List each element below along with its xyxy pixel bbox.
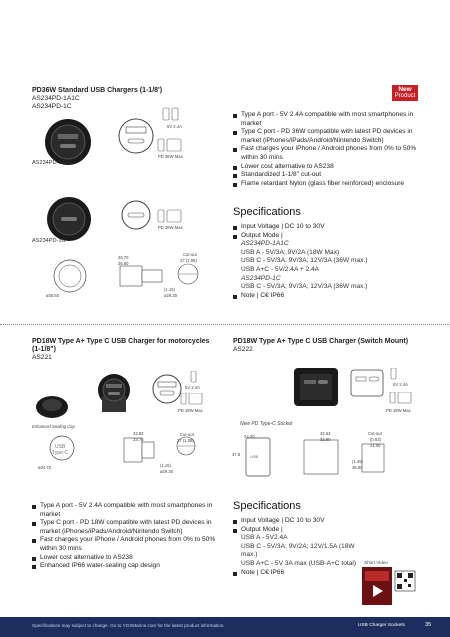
section1-header bbox=[32, 87, 232, 111]
phone-tablet-icons-s2 bbox=[180, 393, 204, 405]
label-as234pd-1c: AS234PD-1C bbox=[32, 238, 66, 244]
s3-spec-line3: USB A+C - 5V 3A max (USB-A+C total) bbox=[241, 559, 357, 567]
section1-model-1: AS234PD-1A1C bbox=[32, 95, 80, 102]
s3-spec-note: Note | C€ IP66 bbox=[233, 569, 368, 578]
phone-icon-s3 bbox=[390, 368, 404, 380]
s3-dim-3680: 36.80 bbox=[352, 465, 363, 470]
s2-feature-4: Lower cost alternative to AS238 bbox=[32, 554, 227, 563]
label-as234pd-1a1c: AS234PD-1A1C bbox=[32, 160, 73, 166]
s2-dim-3470: ø34.70 bbox=[38, 465, 52, 470]
s1-spec-model1: AS234PD-1A1C bbox=[241, 240, 289, 248]
charger-1a1c-image bbox=[44, 118, 92, 166]
new-pd-socket-label: New PD Type-C Socket bbox=[240, 421, 293, 427]
s1-spec-m2-line1: USB C - 5V/3A; 9V/3A; 12V/3A (36W max.) bbox=[241, 283, 368, 291]
dim-115-1: (1.15) bbox=[164, 287, 175, 292]
s2-dim-115: (1.15) bbox=[160, 463, 171, 468]
phone-icons-top bbox=[162, 107, 182, 121]
charger-1c-image bbox=[46, 196, 92, 242]
s3-dim-145: (1.45) bbox=[352, 459, 363, 464]
section2-title: PD18W Type A+ Type C USB Charger for motorcycles (1-1/8") bbox=[32, 338, 210, 353]
section3-spec-title: Specifications bbox=[233, 500, 301, 512]
s1-feature-1: Type A port - 5V 2.4A compatible with most smartphones in market bbox=[233, 111, 423, 128]
motorcycle-charger-image bbox=[88, 372, 144, 414]
callout-pd36w-max: PD 36W Max bbox=[158, 154, 183, 159]
s3-dim-21: 21.00 bbox=[370, 443, 381, 448]
phone-tablet-icons-2 bbox=[157, 209, 183, 223]
section1-model-2: AS234PD-1C bbox=[32, 103, 72, 110]
switch-mount-front-view bbox=[349, 368, 385, 398]
section2-model: AS221 bbox=[32, 354, 52, 361]
s1-feature-5: Standardized 1-1/8" cut-out bbox=[233, 171, 423, 180]
dim-2930-1: ø29.30 bbox=[164, 293, 178, 298]
callout-pd36w-max-2: PD 36W Max bbox=[158, 225, 183, 230]
footer-page-number: 35 bbox=[425, 622, 432, 628]
s3-dim-47-8: 47.8 bbox=[232, 452, 241, 457]
s1-spec-note: Note | C€ IP66 bbox=[233, 292, 433, 301]
sealing-cap-image bbox=[34, 393, 70, 423]
s1-spec-output: Output Mode | bbox=[233, 232, 433, 241]
section3-title: PD18W Type A+ Type C USB Charger (Switch Mount) bbox=[233, 338, 409, 345]
callout-5v-24a: 5V 2.4A bbox=[167, 124, 182, 129]
dim-46-70: 46.70 bbox=[118, 255, 129, 260]
section3-header bbox=[233, 338, 433, 354]
s3-spec-output: Output Mode | bbox=[233, 526, 368, 535]
s1-spec-m1-line1: USB A - 5V/3A; 9V/2A (18W Max) bbox=[241, 248, 340, 256]
s2-callout-pd18w: PD 18W Max bbox=[178, 408, 203, 413]
s2-feature-5: Enhanced IP66 water-sealing cap design bbox=[32, 562, 227, 571]
s2-feature-3: Fast charges your iPhone / Android phones from 0% to 50% within 30 mins bbox=[32, 536, 227, 553]
s2-callout-5v: 5V 2.4A bbox=[185, 385, 200, 390]
s3-spec-input: Input Voltage | DC 10 to 30V bbox=[233, 517, 368, 526]
s1-feature-2: Type C port - PD 36W compatible with latest PD devices in market (iPhones/iPads/Android/Nintendo Switch) bbox=[233, 128, 423, 145]
s2-dim-42-82: 42.82 bbox=[133, 431, 144, 436]
switch-mount-charger-image bbox=[292, 366, 340, 408]
svg-text:USB: USB bbox=[55, 444, 66, 450]
section1-feature-list bbox=[233, 111, 423, 188]
s3-spec-line2: USB C - 5V/3A; 9V/2A; 12V/1.5A (18W max.) bbox=[241, 542, 355, 559]
dim-cutout-1: Cut-out bbox=[183, 252, 197, 257]
sealing-cap-label: Enhanced Sealing Cap bbox=[32, 424, 75, 429]
phone-icon-s2 bbox=[190, 371, 204, 383]
phone-tablet-icons-s3 bbox=[389, 392, 413, 404]
phone-tablet-icons bbox=[157, 138, 183, 152]
short-video-label: Short Video bbox=[364, 560, 388, 565]
section2-header bbox=[32, 338, 217, 362]
s1-spec-model2: AS234PD-1C bbox=[241, 274, 281, 282]
charger-1c-front-view bbox=[118, 200, 154, 230]
footer-disclaimer: Specifications may subject to change. Go to YGSMarine.com for the latest product information. bbox=[32, 623, 225, 628]
s3-dim-32-90: 32.90 bbox=[320, 437, 331, 442]
section1-spec-title: Specifications bbox=[233, 206, 301, 218]
svg-text:Type-C: Type-C bbox=[52, 450, 69, 456]
section1-title: PD36W Standard USB Chargers (1-1/8') bbox=[32, 87, 163, 94]
s2-dim-cutout: Cut-out bbox=[180, 432, 194, 437]
s3-dim-083: (0.83) bbox=[370, 437, 381, 442]
s1-feature-3: Fast charges your iPhone / Android phones from 0% to 50% within 30 mins bbox=[233, 145, 423, 162]
dim-36-90: 36.90 bbox=[118, 261, 129, 266]
badge-line1: New bbox=[398, 86, 412, 93]
s3-callout-5v: 5V 2.4A bbox=[393, 382, 408, 387]
video-thumbnail[interactable] bbox=[362, 567, 417, 607]
svg-text:USB: USB bbox=[250, 454, 259, 459]
s3-dim-cutout: Cut-out bbox=[368, 431, 382, 436]
s2-dim-2930: ø29.30 bbox=[160, 469, 174, 474]
s3-callout-pd18w: PD 18W Max bbox=[386, 408, 411, 413]
s1-feature-6: Flame retardant Nylon (glass fiber reinforced) enclosure bbox=[233, 180, 423, 189]
s2-dim-33-75: 33.75 bbox=[133, 437, 144, 442]
s2-feature-2: Type C port - PD 18W compatible with latest PD devices in market (iPhones/iPads/Android/Nintendo Switch) bbox=[32, 519, 227, 536]
s3-spec-line1: USB A - 5V2.4A bbox=[241, 534, 288, 542]
s1-spec-m1-line2: USB C - 5V/3A; 9V/3A; 12V/3A (36W max.) bbox=[241, 257, 368, 265]
charger-1a1c-front-view bbox=[118, 117, 154, 155]
s1-spec-input: Input Voltage | DC 10 to 30V bbox=[233, 223, 433, 232]
short-video-block[interactable] bbox=[362, 560, 417, 608]
s1-feature-4: Lower cost alternative to AS238 bbox=[233, 163, 423, 172]
section1-spec-list bbox=[233, 223, 433, 300]
s3-dim-42-63: 42.63 bbox=[320, 431, 331, 436]
section2-feature-list bbox=[32, 502, 227, 571]
s1-spec-m1-line3: USB A+C - 5V/2.4A + 2.4A bbox=[241, 265, 320, 273]
section3-spec-list bbox=[233, 517, 368, 577]
section3-model: AS222 bbox=[233, 346, 253, 353]
s2-dim-27: 27 (1.06) bbox=[177, 438, 194, 443]
dim-3660: ø36.60 bbox=[46, 293, 60, 298]
s2-feature-1: Type A port - 5V 2.4A compatible with most smartphones in market bbox=[32, 502, 227, 519]
dim-27-1: 27 (1.06) bbox=[180, 258, 197, 263]
s3-dim-24-20: 24.20 bbox=[244, 434, 255, 439]
badge-line2: Product bbox=[394, 93, 416, 99]
new-product-badge bbox=[392, 85, 418, 101]
section-divider bbox=[0, 324, 450, 325]
footer-section-name: USB Charger Sockets bbox=[358, 623, 405, 628]
